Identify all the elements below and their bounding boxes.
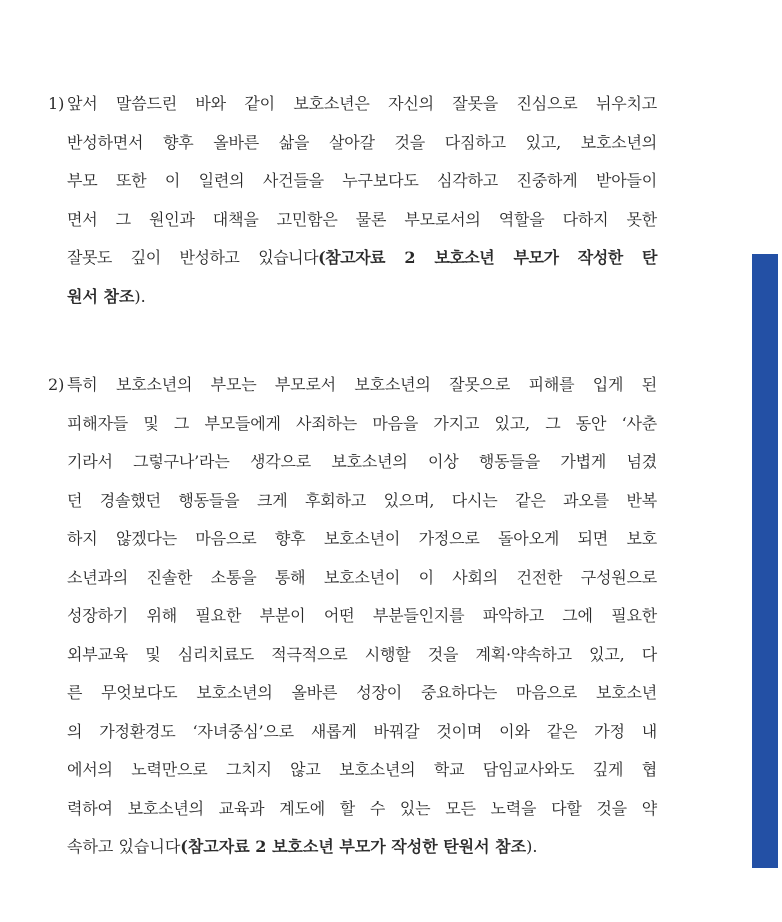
paragraph-2-line: 에서의 노력만으로 그치지 않고 보호소년의 학교 담임교사와도 깊게 협 xyxy=(67,760,657,779)
paragraph-2-line xyxy=(67,828,657,867)
paragraph-2-last-text: 속하고 있습니다 xyxy=(67,837,181,856)
paragraph-1-line xyxy=(67,239,657,278)
paragraph-2-line: 력하여 보호소년의 교육과 계도에 할 수 있는 모든 노력을 다할 것을 약 xyxy=(67,798,657,818)
paragraph-2-line: 피해자들 및 그 부모들에게 사죄하는 마음을 가지고 있고, 그 동안 ‘사춘 xyxy=(67,413,657,433)
paragraph-2-closing: ). xyxy=(526,837,538,856)
paragraph-2-line: 특히 보호소년의 부모는 부모로서 보호소년의 잘못으로 피해를 입게 된 xyxy=(67,375,657,394)
paragraph-1-closing: ). xyxy=(134,286,146,306)
paragraph-1-number: 1) xyxy=(48,94,65,113)
paragraph-2-reference-bold: (참고자료 2 보호소년 부모가 작성한 탄원서 참조 xyxy=(180,837,527,856)
paragraph-1-line5-text: 잘못도 깊이 반성하고 있습니다 xyxy=(67,248,319,267)
paragraph-2-line: 의 가정환경도 ‘자녀중심’으로 새롭게 바꿔갈 것이며 이와 같은 가정 내 xyxy=(67,721,657,741)
paragraph-2-line: 기라서 그렇구나’라는 생각으로 보호소년의 이상 행동들을 가볍게 넘겼 xyxy=(67,452,657,471)
paragraph-2-line: 외부교육 및 심리치료도 적극적으로 시행할 것을 계획·약속하고 있고, 다 xyxy=(67,644,657,664)
paragraph-1-line: 부모 또한 이 일련의 사건들을 누구보다도 심각하고 진중하게 받아들이 xyxy=(67,171,657,190)
paragraph-2-line: 던 경솔했던 행동들을 크게 후회하고 있으며, 다시는 같은 과오를 반복 xyxy=(67,490,657,510)
paragraph-2-line: 른 무엇보다도 보호소년의 올바른 성장이 중요하다는 마음으로 보호소년 xyxy=(67,683,657,702)
paragraph-1-reference-bold-end: 원서 참조 xyxy=(67,286,135,306)
paragraph-2-line: 소년과의 진솔한 소통을 통해 보호소년이 이 사회의 건전한 구성원으로 xyxy=(67,567,657,587)
blue-margin-bar xyxy=(752,254,778,868)
paragraph-1-line: 앞서 말씀드린 바와 같이 보호소년은 자신의 잘못을 진심으로 뉘우치고 xyxy=(67,94,657,113)
paragraph-1 xyxy=(48,85,673,316)
paragraph-1-line: 면서 그 원인과 대책을 고민함은 물론 부모로서의 역할을 다하지 못한 xyxy=(67,209,657,229)
paragraph-2-line: 성장하기 위해 필요한 부분이 어떤 부분들인지를 파악하고 그에 필요한 xyxy=(67,606,657,625)
paragraph-2-line: 하지 않겠다는 마음으로 향후 보호소년이 가정으로 돌아오게 되면 보호 xyxy=(67,529,657,548)
paragraph-1-line xyxy=(67,278,657,317)
paragraph-1-line: 반성하면서 향후 올바른 삶을 살아갈 것을 다짐하고 있고, 보호소년의 xyxy=(67,132,657,152)
paragraph-1-reference-bold: (참고자료 2 보호소년 부모가 작성한 탄 xyxy=(318,248,657,267)
paragraph-2 xyxy=(48,366,673,867)
paragraph-2-number: 2) xyxy=(48,375,65,394)
